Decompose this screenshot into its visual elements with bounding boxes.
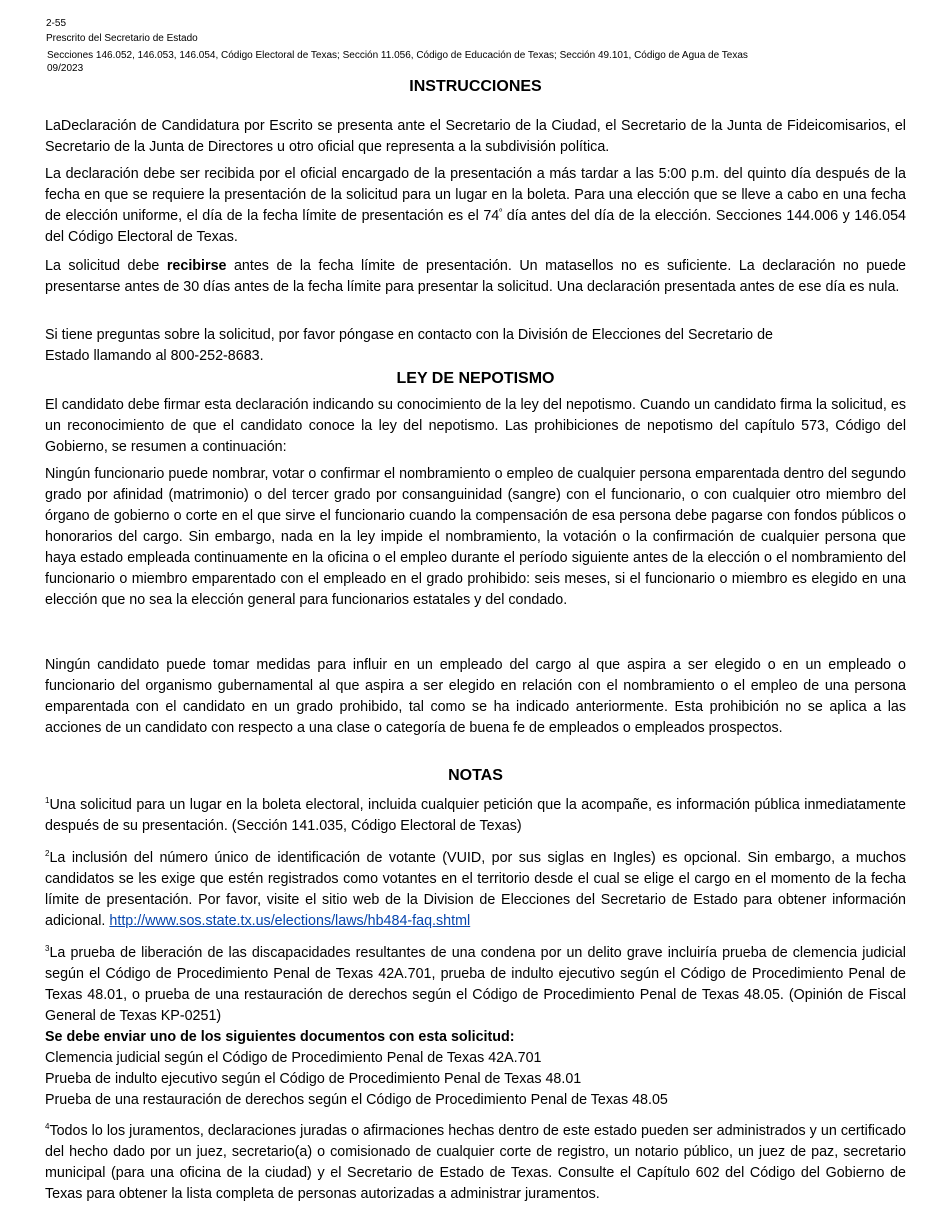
- nepotism-paragraph-1: El candidato debe firmar esta declaración indicando su conocimiento de la ley del nepotismo. Cuando un candidato firma la solicitud, es un reconocimiento de que el candidato conoce la ley del nepotismo. Las prohibiciones de nepotismo del capítulo 573, Código del Gobierno, se resumen a continuación:: [45, 397, 906, 455]
- note-1-text: Una solicitud para un lugar en la boleta electoral, incluida cualquier petición que la acompañe, es información pública inmediatamente después de su presentación. (Sección 141.035, Código Electoral de Texas): [45, 797, 906, 834]
- nepotism-paragraph-2: Ningún funcionario puede nombrar, votar o confirmar el nombramiento o empleo de cualquier persona emparentada dentro del segundo grado por afinidad (matrimonio) o del tercer grado por consanguinidad (sangre) con el funcionario, o con cualquier otro miembro del órgano de gobierno o corte en el que sirve el funcionario cuando la compensación de esa persona debe pagarse con fondos públicos o honorarios del cargo. Sin embargo, nada en la ley impide el nombramiento, la votación o la confirmación de cualquier persona que haya estado empleada continuamente en la oficina o el empleo durante el período siguiente antes de la elección o el nombramiento del funcionario o miembro emparentado con el empleado en el grado prohibido: seis meses, si el funcionario o miembro es elegido en una elección que no sea la elección general para funcionarios estatales y del condado.: [45, 466, 906, 608]
- notes-title: NOTAS: [448, 767, 503, 784]
- statute-sections: Secciones 146.052, 146.053, 146.054, Código Electoral de Texas; Sección 11.056, Código de Educación de Texas; Sección 49.101, Código de Agua de Texas: [47, 50, 748, 61]
- note-2-marker: 2: [45, 849, 50, 859]
- instructions-paragraph-3: [45, 256, 906, 298]
- form-date: 09/2023: [47, 63, 84, 74]
- note-4-text: Todos lo los juramentos, declaraciones juradas o afirmaciones hechas dentro de este estado pueden ser administrados y un certificado del hecho dado por un juez, secretario(a) o comisionado de cualquier corte de registro, un notario público, un juez de paz, secretario municipal (para una oficina de la ciudad) y el Secretario de Estado de Texas. Consulte el Capítulo 602 del Código del Gobierno de Texas para obtener la lista completa de personas autorizadas a administrar juramentos.: [45, 1123, 906, 1202]
- form-number: 2-55: [46, 18, 67, 29]
- instructions-paragraph-1: LaDeclaración de Candidatura por Escrito se presenta ante el Secretario de la Ciudad, el Secretario de la Junta de Fideicomisarios, el Secretario de la Junta de Directores u otro oficial que representa a la subdivisión política.: [45, 118, 906, 155]
- note-1-marker: 1: [45, 796, 50, 806]
- ordinal-marker: º: [499, 207, 503, 217]
- instructions-title: INSTRUCCIONES: [409, 78, 542, 95]
- required-document-item: Prueba de indulto ejecutivo según el Código de Procedimiento Penal de Texas 48.01: [45, 1071, 582, 1087]
- instructions-paragraph-2-text-b: día antes del día de la elección. Secciones 144.006 y 146.054 del Código Electoral de Texas.: [45, 208, 906, 245]
- note-3: [45, 943, 906, 1111]
- nepotism-title: LEY DE NEPOTISMO: [396, 370, 555, 387]
- note-1: [45, 795, 906, 837]
- required-documents-heading: Se debe enviar uno de los siguientes documentos con esta solicitud:: [45, 1029, 515, 1045]
- note-4-marker: 4: [45, 1122, 50, 1132]
- instructions-paragraph-3-text-b: antes de la fecha límite de presentación. Un matasellos no es suficiente. La declaración no puede presentarse antes de 30 días antes de la fecha límite para presentar la solicitud. Una declaración presentada antes de ese día es nula.: [45, 258, 906, 295]
- contact-line-2: Estado llamando al 800-252-8683.: [45, 348, 264, 364]
- prescribed-by: Prescrito del Secretario de Estado: [46, 33, 198, 44]
- note-3-text: La prueba de liberación de las discapacidades resultantes de una condena por un delito grave incluiría prueba de clemencia judicial según el Código de Procedimiento Penal de Texas 42A.701, prueba de indulto ejecutivo según el Código de Procedimiento Penal de Texas 48.01, o prueba de una restauración de derechos según el Código de Procedimiento Penal de Texas 48.05. (Opinión de Fiscal General de Texas KP-0251): [45, 945, 906, 1024]
- sos-faq-link[interactable]: http://www.sos.state.tx.us/elections/laws/hb484-faq.shtml: [109, 913, 471, 929]
- required-document-item: Clemencia judicial según el Código de Procedimiento Penal de Texas 42A.701: [45, 1050, 542, 1066]
- emphasis-recibirse: recibirse: [166, 258, 227, 274]
- nepotism-paragraph-3: Ningún candidato puede tomar medidas para influir en un empleado del cargo al que aspira a ser elegido o en un empleado o funcionario del organismo gubernamental al que aspira a ser elegido en relación con el nombramiento o el empleo de una persona emparentada con el candidato en un grado prohibido, tal como se ha indicado anteriormente. Esta prohibición no se aplica a las acciones de un candidato con respecto a una clase o categoría de buena fe de empleados o empleados prospectos.: [45, 657, 906, 736]
- required-document-item: Prueba de una restauración de derechos según el Código de Procedimiento Penal de Texas 48.05: [45, 1092, 668, 1108]
- note-3-marker: 3: [45, 944, 50, 954]
- instructions-paragraph-3-text-a: La solicitud debe: [45, 258, 167, 274]
- instructions-paragraph-2: [45, 164, 906, 248]
- instructions-paragraph-2-text-a: La declaración debe ser recibida por el oficial encargado de la presentación a más tardar a las 5:00 p.m. del quinto día después de la fecha en que se requiere la presentación de la solicitud para un lugar en la boleta. Para una elección que se lleve a cabo en una fecha de elección uniforme, el día de la fecha límite de presentación es el 74: [45, 166, 906, 224]
- note-2-text: La inclusión del número único de identificación de votante (VUID, por sus siglas en Ingles) es opcional. Sin embargo, a muchos candidatos se les exige que estén registrados como votantes en el territorio desde el cual se elige el cargo en el momento de la fecha límite de presentación. Por favor, visite el sitio web de la Division de Elecciones del Secretario de Estado para obtener información adicional.: [45, 850, 906, 929]
- contact-line-1: Si tiene preguntas sobre la solicitud, por favor póngase en contacto con la División de Elecciones del Secretario de: [45, 327, 773, 343]
- instructions-paragraph-4: [45, 325, 906, 367]
- note-2: [45, 848, 906, 932]
- note-4: [45, 1121, 906, 1205]
